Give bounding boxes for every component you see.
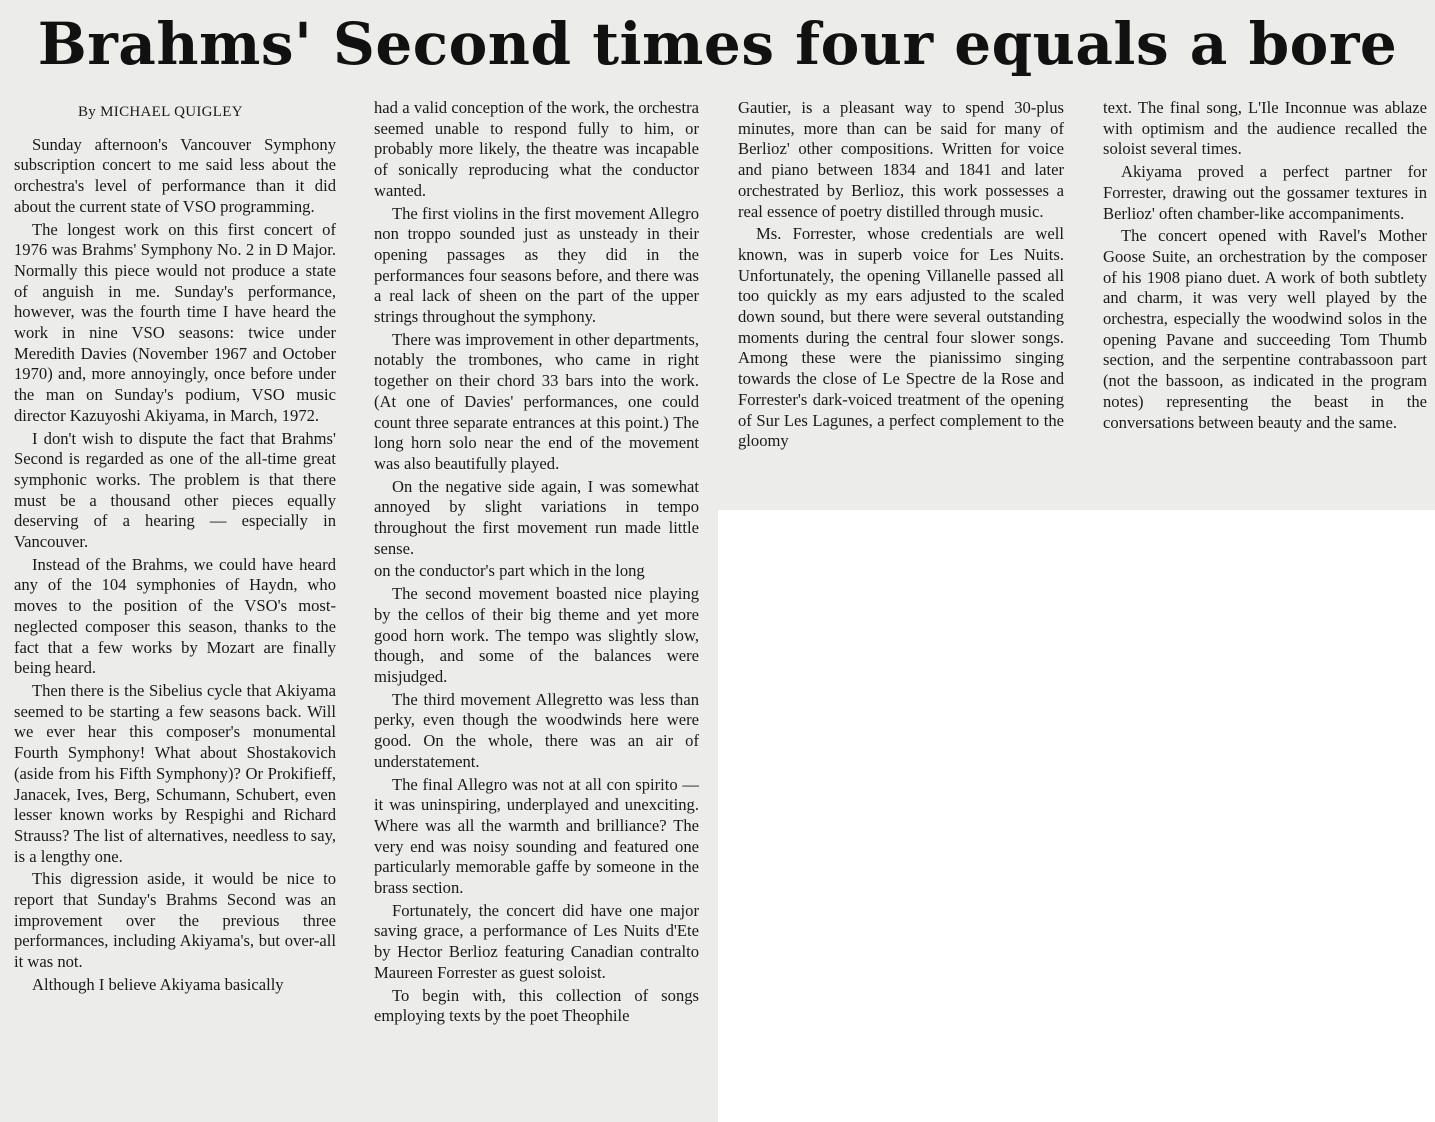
paragraph: This digression aside, it would be nice to report that Sunday's Brahms Second was an improvement over the previous three performances, including Akiyama's, but over-all it was not.: [14, 869, 336, 972]
article-column-3: [738, 98, 1064, 454]
paragraph: Instead of the Brahms, we could have heard any of the 104 symphonies of Haydn, who moves to the position of the VSO's most-neglected composer this season, thanks to the fact that a few works by Mozart are finally being heard.: [14, 554, 336, 678]
paragraph: Akiyama proved a perfect partner for Forrester, drawing out the gossamer textures in Berlioz' often chamber-like accompaniments.: [1103, 162, 1427, 223]
paragraph: Gautier, is a pleasant way to spend 30-plus minutes, more than can be said for many of Berlioz' other compositions. Written for voice and piano between 1834 and 1841 and later orchestrated by Berlioz, this work possesses a real essence of poetry distilled through music.: [738, 98, 1064, 221]
paragraph: Sunday afternoon's Vancouver Symphony subscription concert to me said less about the orchestra's level of performance than it did about the current state of VSO programming.: [14, 134, 336, 216]
paragraph: The longest work on this first concert of 1976 was Brahms' Symphony No. 2 in D Major. Normally this piece would not produce a state of anguish in me. Sunday's performance, however, was the fourth time I have heard the work in nine VSO seasons: twice under Meredith Davies (November 1967 and October 1970) and, more annoyingly, once before under the man on Sunday's podium, VSO music director Kazuyoshi Akiyama, in March, 1972.: [14, 219, 336, 425]
article-column-1: [14, 98, 336, 998]
paragraph: The first violins in the first movement Allegro non troppo sounded just as unsteady in their opening passages as they did in the performances four seasons before, and there was a real lack of sheen on the part of the upper strings throughout the symphony.: [374, 203, 699, 327]
paragraph: Fortunately, the concert did have one major saving grace, a performance of Les Nuits d'Ete by Hector Berlioz featuring Canadian contralto Maureen Forrester as guest soloist.: [374, 900, 699, 982]
paragraph: I don't wish to dispute the fact that Brahms' Second is regarded as one of the all-time great symphonic works. The problem is that there must be a thousand other pieces equally deserving of a hearing — especially in Vancouver.: [14, 428, 336, 552]
paragraph: The final Allegro was not at all con spirito — it was uninspiring, underplayed and unexciting. Where was all the warmth and brilliance? The very end was noisy sounding and featured one particularly memorable gaffe by someone in the brass section.: [374, 774, 699, 898]
paragraph: Although I believe Akiyama basically: [32, 974, 284, 994]
paragraph: The second movement boasted nice playing by the cellos of their big theme and yet more good horn work. The tempo was slightly slow, though, and some of the balances were misjudged.: [374, 584, 699, 686]
paragraph: text. The final song, L'Ile Inconnue was ablaze with optimism and the audience recalled the soloist several times.: [1103, 98, 1427, 159]
paragraph: on the conductor's part which in the long: [374, 561, 645, 581]
headline: Brahms' Second times four equals a bore: [37, 10, 1398, 78]
paragraph: Ms. Forrester, whose credentials are well known, was in superb voice for Les Nuits. Unfortunately, the opening Villanelle passed all too quickly as my ears adjusted to the scaled down sound, but there were several outstanding moments during the central four slower songs. Among these were the pianissimo singing towards the close of Le Spectre de la Rose and Forrester's dark-voiced treatment of the opening of Sur Les Lagunes, a perfect complement to the gloomy: [738, 224, 1064, 451]
article-column-4: [1103, 98, 1427, 435]
paragraph: On the negative side again, I was somewhat annoyed by slight variations in tempo throughout the first movement run made little sense.: [374, 476, 699, 558]
article-column-2: [374, 98, 699, 1029]
paragraph: There was improvement in other departments, notably the trombones, who came in right together on their chord 33 bars into the work. (At one of Davies' performances, one could count three separate entrances at this point.) The long horn solo near the end of the movement was also beautifully played.: [374, 329, 699, 473]
byline: By MICHAEL QUIGLEY: [78, 104, 243, 120]
paragraph: To begin with, this collection of songs employing texts by the poet Theophile: [374, 985, 699, 1026]
paragraph: Then there is the Sibelius cycle that Akiyama seemed to be starting a few seasons back. Will we ever hear this composer's monumental Fourth Symphony! What about Shostakovich (aside from his Fifth Symphony)? Or Prokifieff, Janacek, Ives, Berg, Schumann, Schubert, even lesser known works by Respighi and Richard Strauss? The list of alternatives, needless to say, is a lengthy one.: [14, 680, 336, 866]
paragraph: had a valid conception of the work, the orchestra seemed unable to respond fully to him, or probably more likely, the theatre was incapable of sonically reproducing what the conductor wanted.: [374, 98, 699, 200]
paragraph: The concert opened with Ravel's Mother Goose Suite, an orchestration by the composer of his 1908 piano duet. A work of both subtlety and charm, it was very well played by the orchestra, especially the woodwind solos in the opening Pavane and succeeding Tom Thumb section, and the serpentine contrabassoon part (not the bassoon, as indicated in the program notes) representing the beast in the conversations between beauty and the same.: [1103, 226, 1427, 432]
paragraph: The third movement Allegretto was less than perky, even though the woodwinds here were good. On the whole, there was an air of understatement.: [374, 689, 699, 771]
